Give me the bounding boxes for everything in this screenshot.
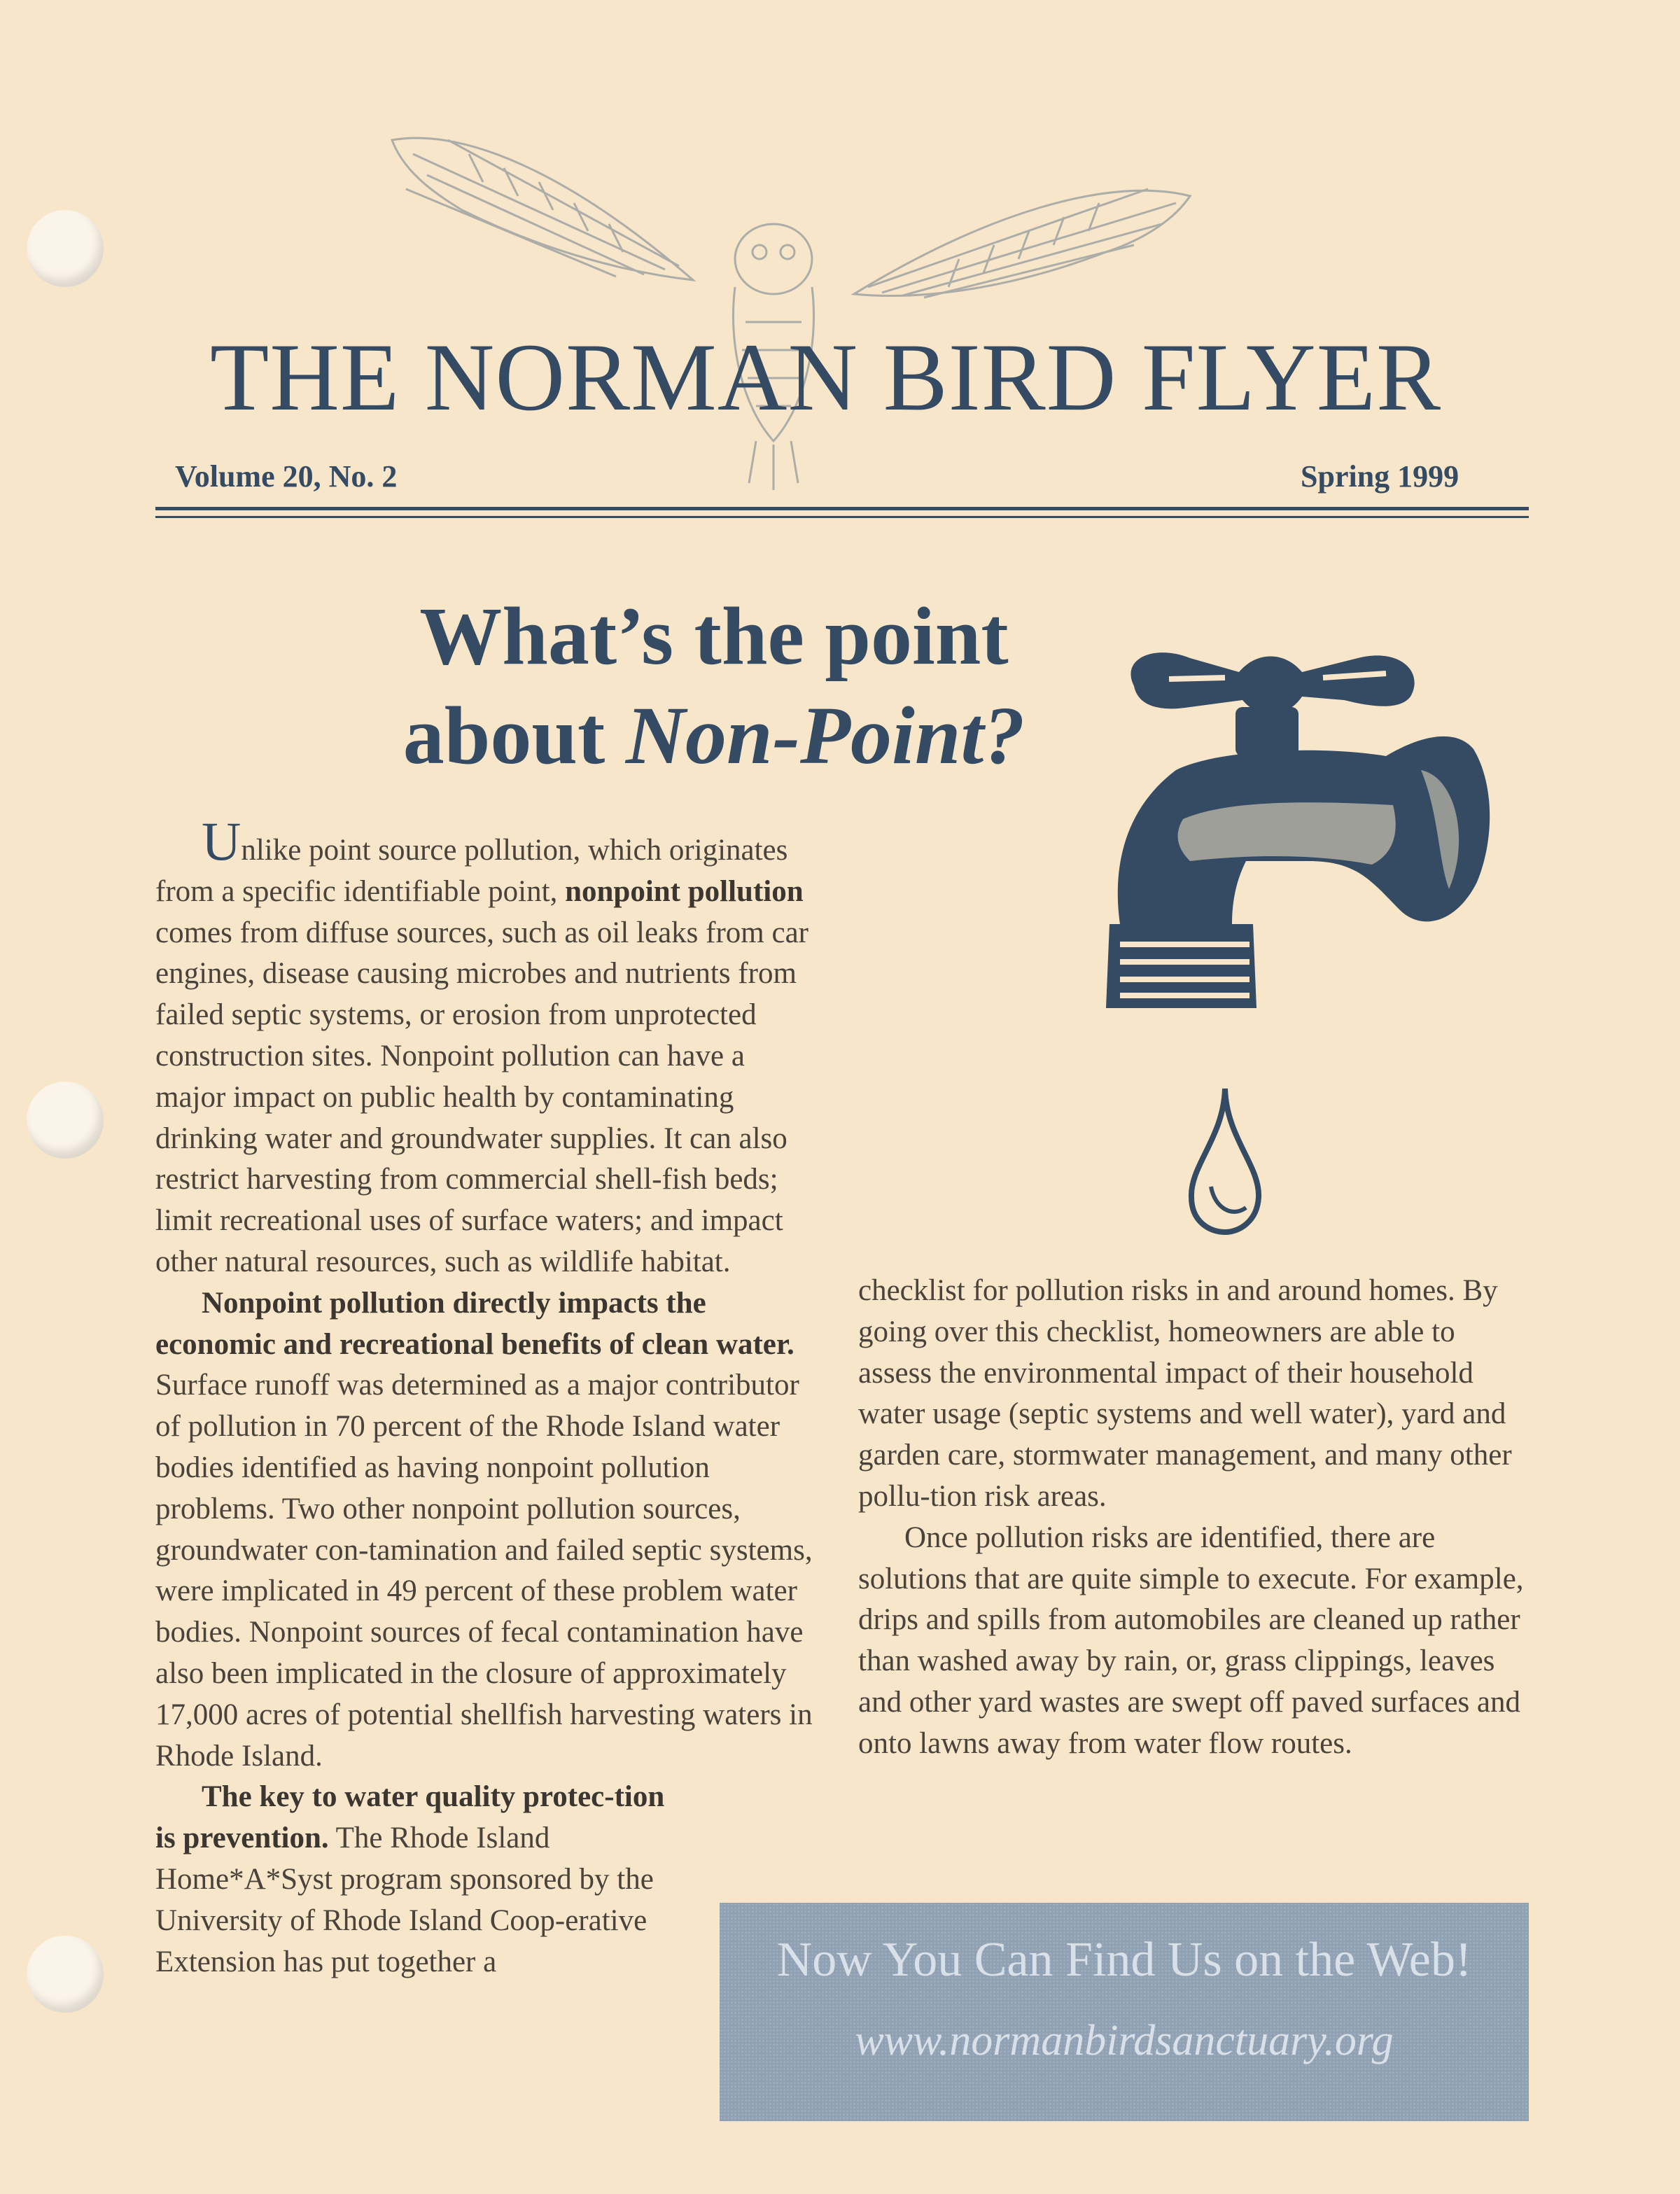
headline-prefix: about [402,689,626,781]
headline-line-1: What’s the point [419,590,1009,682]
article-paragraph-1: Unlike point source pollution, which originates from a specific identifiable point, nonpoint pollution comes from diffuse sources, such as oil leaks from car engines, disease causing microbes and nutrients from failed septic systems, or erosion from unprotected construction sites. Nonpoint pollution can have a major impact on public health by contaminating drinking water and groundwater supplies. It can also restrict harvesting from commercial shell-fish beds; limit recreational uses of surface waters; and impact other natural resources, such as wildlife habitat. [155,811,808,1278]
article-paragraph-4: checklist for pollution risks in and around homes. By going over this checklist, homeowners are able to assess the environmental impact of their household water usage (septic systems and well water), yard and garden care, stormwater management, and many other pollu-tion risk areas. [858,1274,1512,1513]
drop-cap: U [202,811,241,872]
headline-italic: Non-Point? [625,689,1026,781]
bold-lead: Nonpoint pollution directly impacts the economic and recreational benefits of clean water. [155,1286,794,1361]
issue-season: Spring 1999 [1301,459,1460,494]
punch-hole-bottom [27,1936,104,2013]
article-column-right [858,1271,1532,1765]
article-paragraph-2: Nonpoint pollution directly impacts the economic and recreational benefits of clean water. Surface runoff was determined as a major contributor of pollution in 70 percent of the Rhode Island water bodies identified as having nonpoint pollution problems. Two other nonpoint pollution sources, groundwater con-tamination and failed septic systems, were implicated in 49 percent of these problem water bodies. Nonpoint sources of fecal contamination have also been implicated in the closure of approximately 17,000 acres of potential shellfish harvesting waters in Rhode Island. [155,1286,813,1773]
bold-lead: The key to water quality protec-tion is prevention. [155,1780,665,1855]
headline-line-2 [294,686,1134,785]
punch-hole-top [27,210,104,287]
bold-phrase: nonpoint pollution [565,874,804,908]
article-column-left [155,811,818,1983]
banner-heading: Now You Can Find Us on the Web! [776,1933,1472,1987]
owl-illustration [364,112,1218,518]
issue-volume: Volume 20, No. 2 [175,459,398,494]
punch-hole-middle [27,1082,104,1159]
faucet-illustration [1092,630,1505,1120]
article-paragraph-5: Once pollution risks are identified, there are solutions that are quite simple to execute. For example, drips and spills from automobiles are cleaned up rather than washed away by rain, or, grass clippings, leaves and other yard wastes are swept off paved surfaces and onto lawns away from water flow routes. [858,1521,1524,1760]
website-banner [720,1903,1529,2121]
newsletter-title: THE NORMAN BIRD FLYER [210,323,1442,431]
masthead-rule [155,507,1529,510]
banner-url: www.normanbirdsanctuary.org [855,2017,1394,2064]
water-drop-icon [1183,1082,1267,1236]
masthead-rule-thin [155,516,1529,518]
article-headline [294,587,1134,785]
article-paragraph-3: The key to water quality protec-tion is prevention. The Rhode Island Home*A*Syst program sponsored by the University of Rhode Island Coop-erative Extension has put together a [155,1780,665,1978]
